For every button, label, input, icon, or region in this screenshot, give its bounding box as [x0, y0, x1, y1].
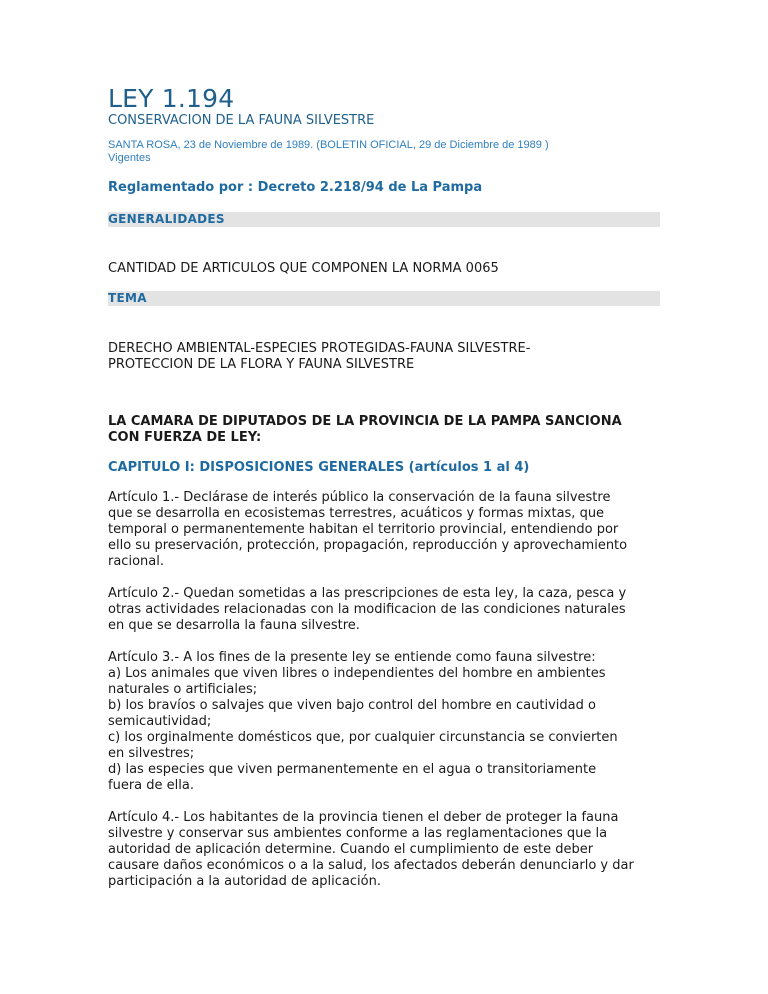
- article-1: [108, 490, 660, 570]
- article-line: naturales o artificiales;: [108, 682, 258, 697]
- enacting-clause: [108, 414, 660, 446]
- article-line: otras actividades relacionadas con la modificacion de las condiciones naturales: [108, 602, 626, 617]
- law-subtitle: CONSERVACION DE LA FAUNA SILVESTRE: [108, 113, 375, 128]
- article-line: causare daños económicos o a la salud, los afectados deberán denunciarlo y dar: [108, 858, 634, 873]
- regulated-by-link[interactable]: Reglamentado por : Decreto 2.218/94 de La Pampa: [108, 180, 483, 195]
- article-line: d) las especies que viven permanentemente en el agua o transitoriamente: [108, 762, 597, 777]
- law-title: LEY 1.194: [108, 84, 235, 113]
- law-status: Vigentes: [108, 152, 151, 164]
- article-line: Artículo 4.- Los habitantes de la provincia tienen el deber de proteger la fauna: [108, 810, 619, 825]
- article-line: a) Los animales que viven libres o independientes del hombre en ambientes: [108, 666, 606, 681]
- chapter-heading[interactable]: CAPITULO I: DISPOSICIONES GENERALES (artículos 1 al 4): [108, 460, 530, 475]
- article-line: Artículo 3.- A los fines de la presente ley se entiende como fauna silvestre:: [108, 650, 596, 665]
- article-line: b) los bravíos o salvajes que viven bajo control del hombre en cautividad o: [108, 698, 596, 713]
- article-line: c) los orginalmente domésticos que, por cualquier circunstancia se convierten: [108, 730, 618, 745]
- article-count-text: CANTIDAD DE ARTICULOS QUE COMPONEN LA NORMA 0065: [108, 261, 499, 276]
- tema-line: PROTECCION DE LA FLORA Y FAUNA SILVESTRE: [108, 357, 415, 372]
- article-line: autoridad de aplicación determine. Cuando el cumplimiento de este deber: [108, 842, 594, 857]
- article-line: en que se desarrolla la fauna silvestre.: [108, 618, 360, 633]
- article-line: racional.: [108, 554, 164, 569]
- tema-text: [108, 341, 660, 373]
- section-heading-generalidades: GENERALIDADES: [108, 212, 660, 227]
- articles-list: [108, 490, 660, 906]
- article-line: ello su preservación, protección, propagación, reproducción y aprovechamiento: [108, 538, 628, 553]
- law-date-line: SANTA ROSA, 23 de Noviembre de 1989. (BOLETIN OFICIAL, 29 de Diciembre de 1989 ): [108, 139, 549, 151]
- article-line: participación a la autoridad de aplicación.: [108, 874, 381, 889]
- tema-line: DERECHO AMBIENTAL-ESPECIES PROTEGIDAS-FAUNA SILVESTRE-: [108, 341, 531, 356]
- article-line: temporal o permanentemente habitan el territorio provincial, entendiendo por: [108, 522, 619, 537]
- article-line: que se desarrolla en ecosistemas terrestres, acuáticos y formas mixtas, que: [108, 506, 605, 521]
- article-4: [108, 810, 660, 890]
- article-line: silvestre y conservar sus ambientes conforme a las reglamentaciones que la: [108, 826, 608, 841]
- article-2: [108, 586, 660, 634]
- enacting-clause-line: CON FUERZA DE LEY:: [108, 430, 262, 445]
- article-3: [108, 650, 660, 794]
- article-line: Artículo 1.- Declárase de interés público la conservación de la fauna silvestre: [108, 490, 611, 505]
- article-line: semicautividad;: [108, 714, 212, 729]
- article-line: fuera de ella.: [108, 778, 194, 793]
- law-publication-info: [108, 139, 549, 165]
- enacting-clause-line: LA CAMARA DE DIPUTADOS DE LA PROVINCIA DE LA PAMPA SANCIONA: [108, 414, 622, 429]
- article-line: Artículo 2.- Quedan sometidas a las prescripciones de esta ley, la caza, pesca y: [108, 586, 627, 601]
- article-line: en silvestres;: [108, 746, 195, 761]
- section-heading-tema: TEMA: [108, 291, 660, 306]
